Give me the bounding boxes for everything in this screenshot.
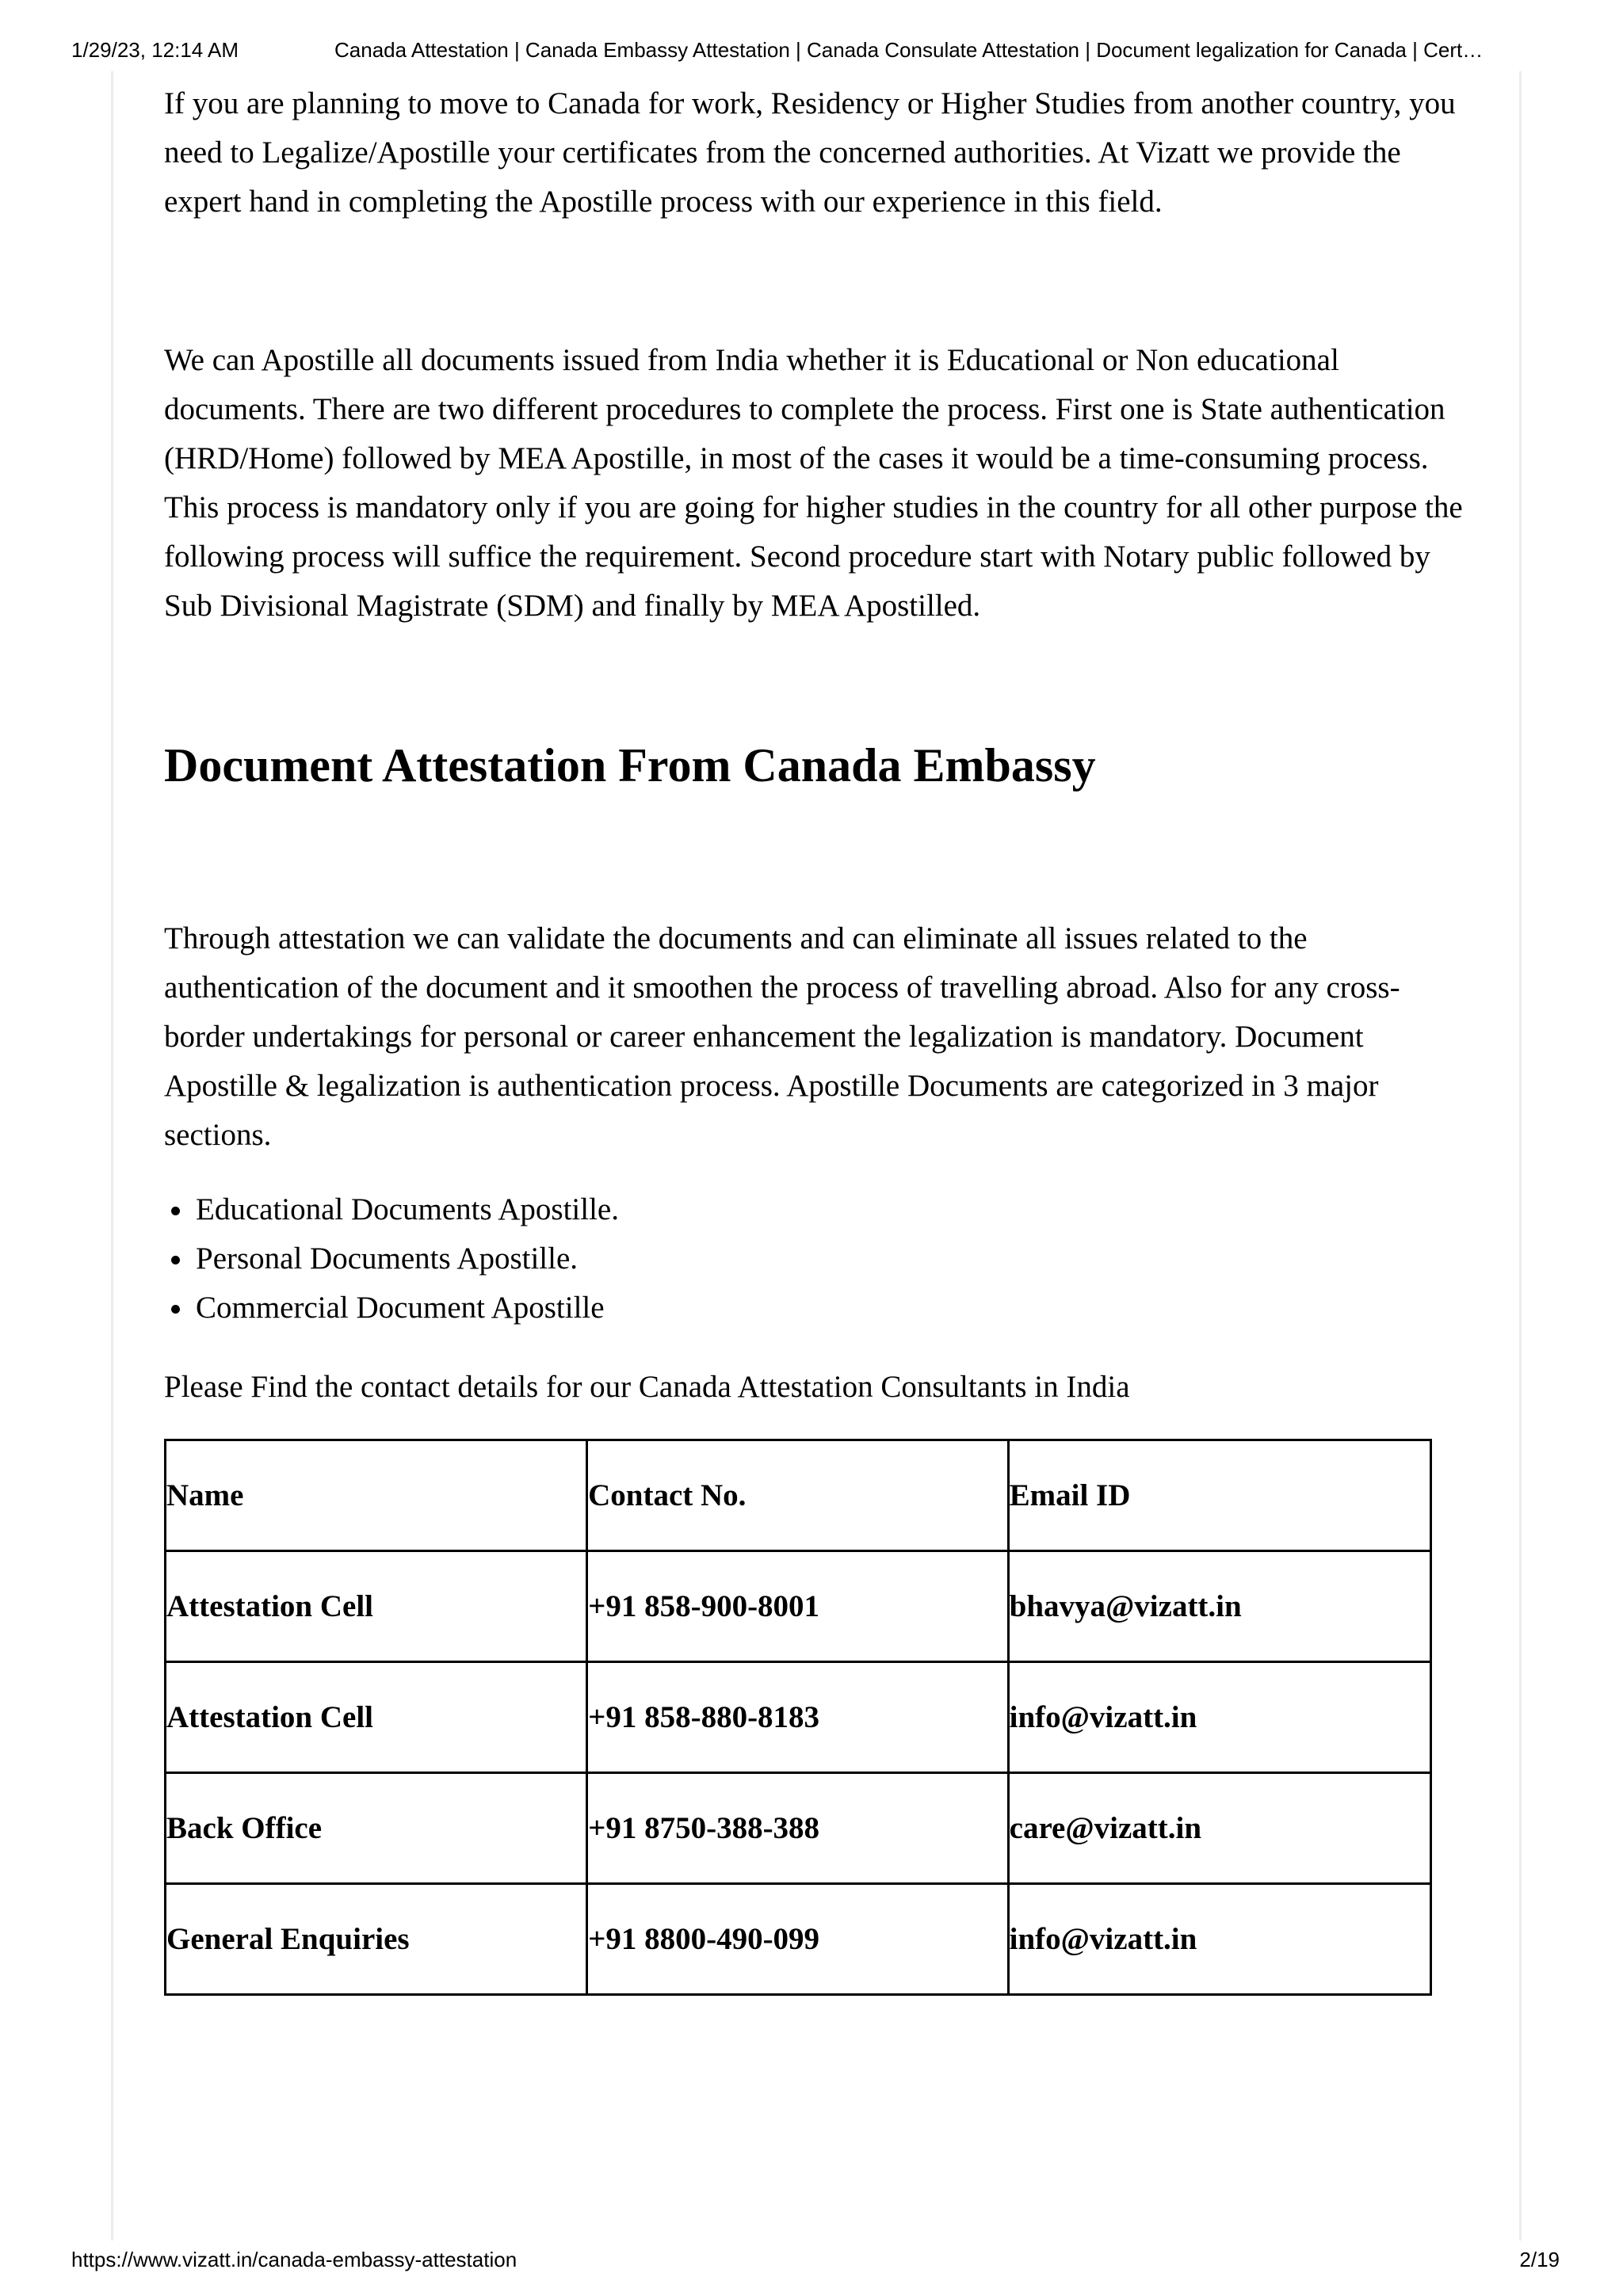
list-item: • Educational Documents Apostille.	[194, 1185, 1464, 1234]
attestation-paragraph: Through attestation we can validate the documents and can eliminate all issues related to the authentication of the document and it smoothen the process of travelling abroad. Also for any cross-border undertakings for personal or career enhancement the legalization is mandatory. Document Apostille & legalization is authentication process. Apostille Documents are categorized in 3 major sections.	[164, 921, 1400, 1152]
header-name: Name	[166, 1440, 587, 1551]
table-header-row	[166, 1440, 1431, 1551]
section-heading: Document Attestation From Canada Embassy	[164, 739, 1096, 791]
list-item: • Personal Documents Apostille.	[194, 1234, 1464, 1283]
article-content	[164, 79, 1464, 1996]
content-frame-left-border	[111, 71, 113, 2241]
contact-phone-cell: +91 8750-388-388	[587, 1773, 1009, 1884]
print-page-number: 2/19	[1519, 2248, 1560, 2271]
contact-email-cell: bhavya@vizatt.in	[1008, 1551, 1430, 1662]
table-row	[166, 1662, 1431, 1773]
contact-phone-cell: +91 8800-490-099	[587, 1884, 1009, 1995]
contact-email-cell: care@vizatt.in	[1008, 1773, 1430, 1884]
contact-intro-text: Please Find the contact details for our Canada Attestation Consultants in India	[164, 1370, 1130, 1404]
contact-phone-cell: +91 858-900-8001	[587, 1551, 1009, 1662]
document-categories-list	[164, 1185, 1464, 1333]
list-item: • Commercial Document Apostille	[194, 1283, 1464, 1333]
print-page-title: Canada Attestation | Canada Embassy Attestation | Canada Consulate Attestation | Document legalization for Canada | Cert…	[334, 38, 1484, 62]
print-page-url: https://www.vizatt.in/canada-embassy-attestation	[71, 2248, 517, 2271]
print-header	[71, 38, 1560, 70]
table-row	[166, 1773, 1431, 1884]
print-datetime: 1/29/23, 12:14 AM	[71, 38, 239, 62]
contact-name-cell: Attestation Cell	[166, 1662, 587, 1773]
header-contact-no: Contact No.	[587, 1440, 1009, 1551]
table-row	[166, 1551, 1431, 1662]
intro-paragraph: If you are planning to move to Canada for work, Residency or Higher Studies from another country, you need to Legalize/Apostille your certificates from the concerned authorities. At Vizatt we provide the expert hand in completing the Apostille process with our experience in this field.	[164, 86, 1456, 219]
content-frame-right-border	[1519, 71, 1522, 2241]
contact-email-cell: info@vizatt.in	[1008, 1884, 1430, 1995]
contacts-table	[164, 1439, 1432, 1996]
contact-phone-cell: +91 858-880-8183	[587, 1662, 1009, 1773]
apostille-procedure-paragraph: We can Apostille all documents issued from India whether it is Educational or Non educational documents. There are two different procedures to complete the process. First one is State authentication (HRD/Home) followed by MEA Apostille, in most of the cases it would be a time-consuming process. This process is mandatory only if you are going for higher studies in the country for all other purpose the following process will suffice the requirement. Second procedure start with Notary public followed by Sub Divisional Magistrate (SDM) and finally by MEA Apostilled.	[164, 343, 1463, 623]
header-email-id: Email ID	[1008, 1440, 1430, 1551]
table-row	[166, 1884, 1431, 1995]
contact-name-cell: Attestation Cell	[166, 1551, 587, 1662]
contact-name-cell: General Enquiries	[166, 1884, 587, 1995]
contact-name-cell: Back Office	[166, 1773, 587, 1884]
contact-email-cell: info@vizatt.in	[1008, 1662, 1430, 1773]
